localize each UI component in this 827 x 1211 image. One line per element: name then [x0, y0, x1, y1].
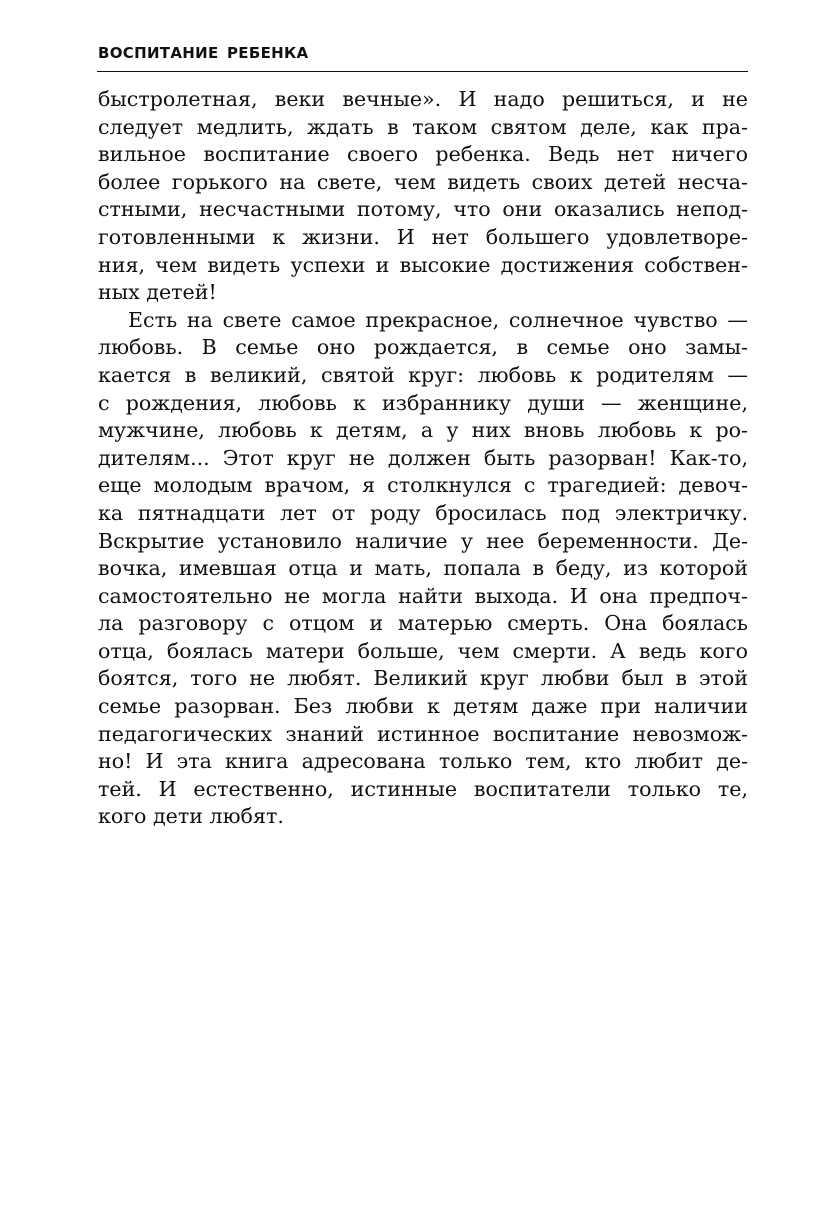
text-line: кается в великий, святой круг: любовь к родителям — [98, 362, 748, 387]
text-line: дителям... Этот круг не должен быть разорван! Как-то, [98, 445, 748, 470]
text-line: Есть на свете самое прекрасное, солнечное чувство — [128, 307, 748, 332]
text-line: отца, боялась матери больше, чем смерти. А ведь кого [98, 638, 748, 663]
text-line: ла разговору с отцом и матерью смерть. Она боялась [98, 611, 748, 636]
text-line: ния, чем видеть успехи и высокие достижения собствен- [98, 252, 748, 277]
text-line: с рождения, любовь к избраннику души — женщине, [98, 390, 748, 415]
text-line: ных детей! [98, 280, 217, 305]
text-line: еще молодым врачом, я столкнулся с трагедией: девоч- [98, 473, 748, 498]
text-line: но! И эта книга адресована только тем, кто любит де- [98, 749, 748, 774]
text-line: Вскрытие установило наличие у нее беременности. Де- [98, 528, 748, 553]
header-rule [97, 71, 748, 72]
text-line: любовь. В семье оно рождается, в семье оно замы- [98, 335, 748, 360]
text-line: следует медлить, ждать в таком святом деле, как пра- [98, 114, 748, 139]
text-line: вочка, имевшая отца и мать, попала в беду, из которой [98, 556, 748, 581]
text-line: семье разорван. Без любви к детям даже при наличии [98, 694, 748, 719]
running-head-title: ВОСПИТАНИЕ РЕБЕНКА [98, 44, 309, 62]
text-line: педагогических знаний истинное воспитание невозмож- [98, 721, 748, 746]
text-line: готовленными к жизни. И нет большего удовлетворе- [98, 224, 748, 249]
text-line: самостоятельно не могла найти выхода. И она предпоч- [98, 583, 748, 608]
text-line: стными, несчастными потому, что они оказались непод- [98, 197, 748, 222]
text-line: боятся, того не любят. Великий круг любви был в этой [98, 666, 748, 691]
body-text [98, 86, 748, 831]
text-line: кого дети любят. [98, 804, 284, 829]
paragraph-1 [98, 86, 748, 307]
text-line: более горького на свете, чем видеть своих детей несча- [98, 169, 748, 194]
paragraph-2 [98, 307, 748, 831]
text-line: ка пятнадцати лет от роду бросилась под электричку. [98, 500, 748, 525]
text-line: вильное воспитание своего ребенка. Ведь нет ничего [98, 142, 748, 167]
text-line: быстролетная, веки вечные». И надо решиться, и не [98, 87, 748, 111]
text-line: тей. И естественно, истинные воспитатели только те, [98, 776, 748, 801]
text-line: мужчине, любовь к детям, а у них вновь любовь к ро- [98, 418, 748, 443]
